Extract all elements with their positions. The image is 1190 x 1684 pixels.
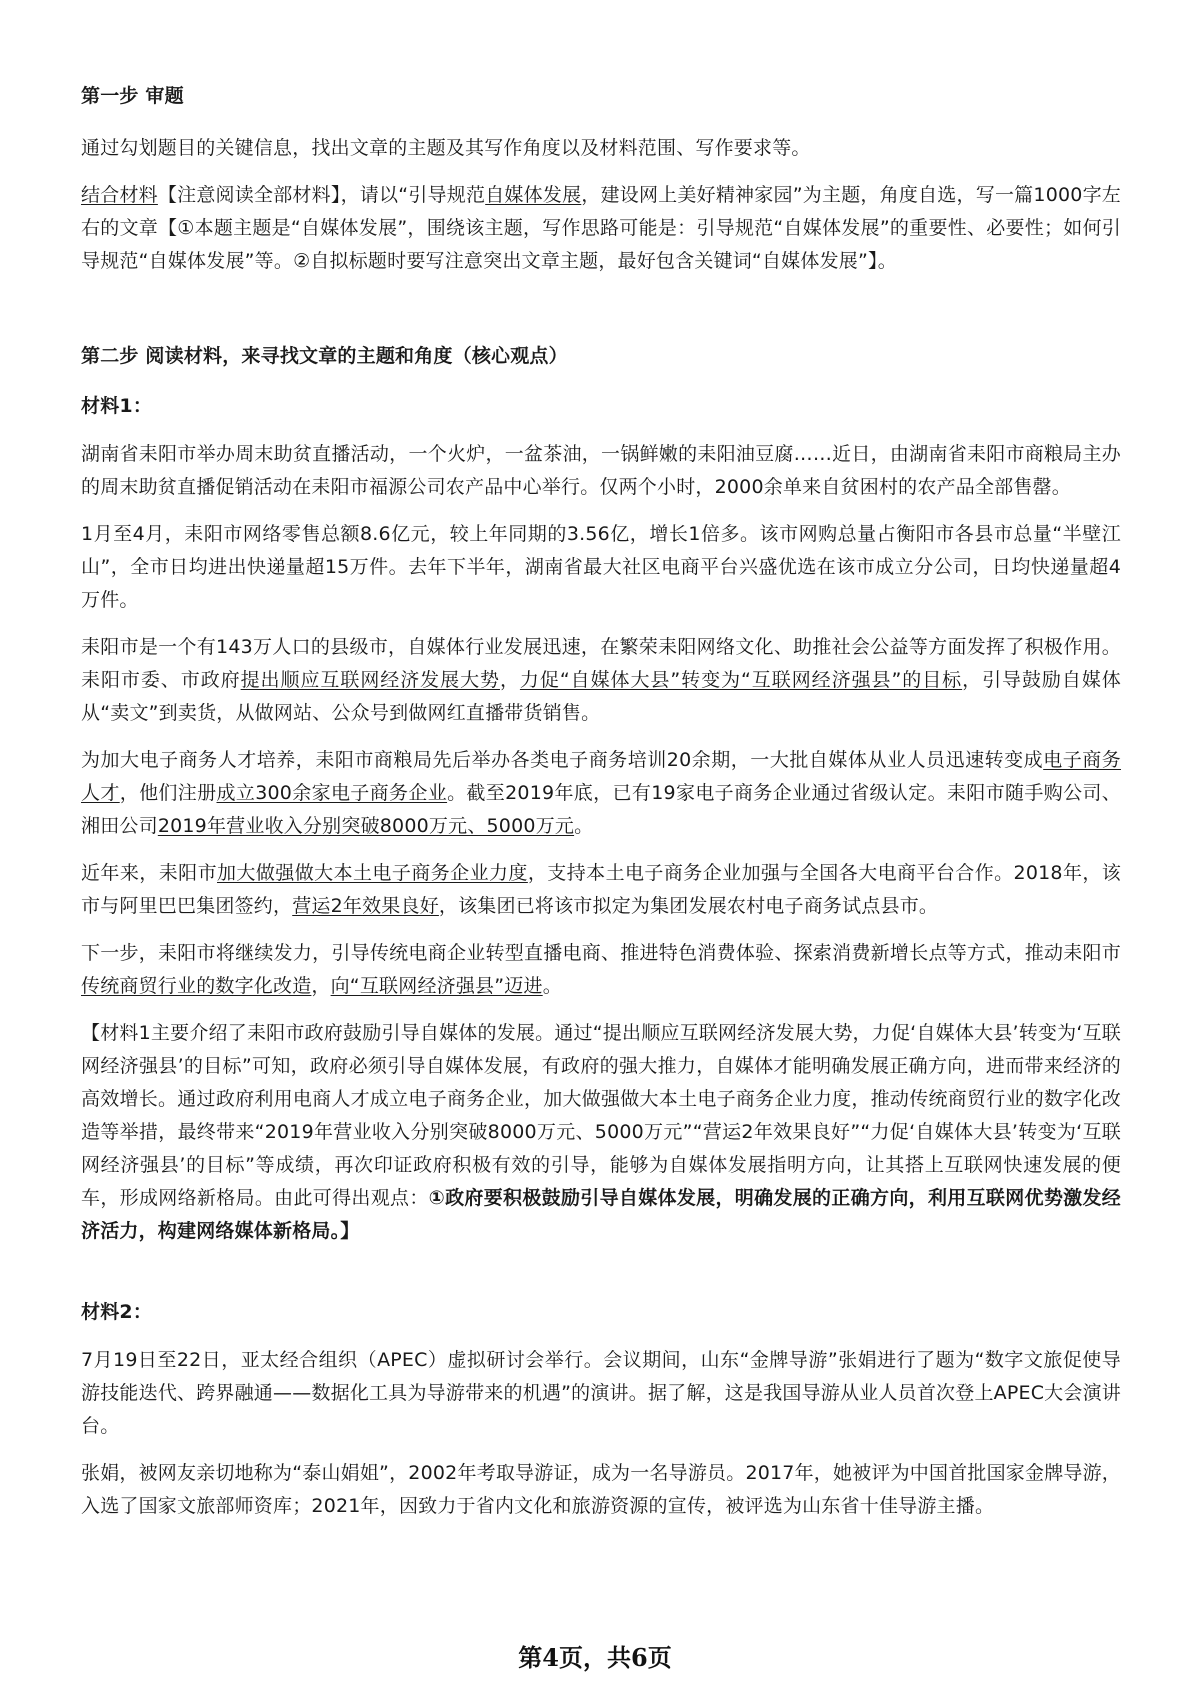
page-number: 第4页，共6页 [518, 1643, 672, 1672]
underline-text: 成立300余家电子商务企业 [216, 782, 448, 804]
text: ，他们注册 [119, 782, 217, 804]
text: 【注意阅读全部材料】，请以“引导规范 [157, 184, 486, 206]
text: 。截至2019年底，已有19家电子商务企业通过省级认定。耒阳市随手购公司、湘田公司 [81, 782, 1121, 837]
document-page [81, 82, 1121, 1523]
text: 为加大电子商务人才培养，耒阳市商粮局先后举办各类电子商务培训20余期，一大批自媒体从业人员迅速转变成 [81, 749, 1044, 771]
material1-paragraph [81, 744, 1121, 843]
underline-text: 向“互联网经济强县”迈进 [330, 975, 543, 997]
material1-label: 材料1： [81, 395, 153, 417]
text: 近年来，耒阳市 [81, 862, 217, 884]
material2-paragraph: 7月19日至22日，亚太经合组织（APEC）虚拟研讨会举行。会议期间，山东“金牌导游”张娟进行了题为“数字文旅促使导游技能迭代、跨界融通——数据化工具为导游带来的机遇”的演讲。据了解，这是我国导游从业人员首次登上APEC大会演讲台。 [81, 1349, 1121, 1437]
text: 。 [574, 815, 594, 837]
step1-heading: 第一步 审题 [81, 85, 184, 107]
underline-text: 营运2年效果良好 [292, 895, 439, 917]
underline-text: 力促“自媒体大县”转变为“互联网经济强县”的目标 [519, 669, 963, 691]
bold-conclusion: ①政府要积极鼓励引导自媒体发展，明确发展的正确方向，利用互联网优势激发经济活力，构建网络媒体新格局。】 [81, 1187, 1121, 1242]
text: ，该集团已将该市拟定为集团发展农村电子商务试点县市。 [438, 895, 939, 917]
underline-text: 传统商贸行业的数字化改造 [81, 975, 312, 997]
text: ，引导鼓励自媒体从“卖文”到卖货，从做网站、公众号到做网红直播带货销售。 [81, 669, 1121, 724]
underline-text: 加大做强做大本土电子商务企业力度 [217, 862, 528, 884]
underline-text: 电子商务人才 [81, 749, 1121, 804]
step2-heading: 第二步 阅读材料，来寻找文章的主题和角度（核心观点） [81, 345, 568, 367]
material1-paragraph: 1月至4月，耒阳市网络零售总额8.6亿元，较上年同期的3.56亿，增长1倍多。该市网购总量占衡阳市各县市总量“半壁江山”，全市日均进出快递量超15万件。去年下半年，湖南省最大社区电商平台兴盛优选在该市成立分公司，日均快递量超4万件。 [81, 523, 1121, 611]
material2-label: 材料2： [81, 1301, 153, 1323]
material1-summary [81, 1017, 1121, 1248]
text: 。 [542, 975, 562, 997]
underline-text: 2019年营业收入分别突破8000万元、5000万元 [157, 815, 575, 837]
text: ， [499, 669, 520, 691]
step1-intro: 通过勾划题目的关键信息，找出文章的主题及其写作角度以及材料范围、写作要求等。 [81, 137, 811, 159]
material1-paragraph: 湖南省耒阳市举办周末助贫直播活动，一个火炉，一盆茶油，一锅鲜嫩的耒阳油豆腐……近日，由湖南省耒阳市商粮局主办的周末助贫直播促销活动在耒阳市福源公司农产品中心举行。仅两个小时，2000余单来自贫困村的农产品全部售罄。 [81, 443, 1121, 498]
text: ，支持本土电子商务企业加强与全国各大电商平台合作。2018年，该市与阿里巴巴集团签约， [81, 862, 1121, 917]
step1-requirement [81, 179, 1121, 278]
material1-paragraph [81, 631, 1121, 730]
underline-text: 自媒体发展 [485, 184, 582, 206]
text: ，建设网上美好精神家园”为主题，角度自选，写一篇1000字左右的文章【①本题主题是“自媒体发展”，围绕该主题，写作思路可能是：引导规范“自媒体发展”的重要性、必要性；如何引导规范“自媒体发展”等。②自拟标题时要写注意突出文章主题，最好包含关键词“自媒体发展”】。 [81, 184, 1121, 272]
text: ， [311, 975, 331, 997]
underline-text: 结合材料 [81, 184, 158, 206]
text: 耒阳市是一个有143万人口的县级市，自媒体行业发展迅速，在繁荣耒阳网络文化、助推社会公益等方面发挥了积极作用。耒阳市委、市政府 [81, 636, 1121, 691]
text: 【材料1主要介绍了耒阳市政府鼓励引导自媒体的发展。通过“提出顺应互联网经济发展大势，力促‘自媒体大县’转变为‘互联网经济强县’的目标”可知，政府必须引导自媒体发展，有政府的强大推力，自媒体才能明确发展正确方向，进而带来经济的高效增长。通过政府利用电商人才成立电子商务企业，加大做强做大本土电子商务企业力度，推动传统商贸行业的数字化改造等举措，最终带来“2019年营业收入分别突破8000万元、5000万元”“营运2年效果良好”“力促‘自媒体大县’转变为‘互联网经济强县’的目标”等成绩，再次印证政府积极有效的引导，能够为自媒体发展指明方向，让其搭上互联网快速发展的便车，形成网络新格局。由此可得出观点： [81, 1022, 1121, 1209]
material1-paragraph [81, 937, 1121, 1003]
material2-paragraph: 张娟，被网友亲切地称为“泰山娟姐”，2002年考取导游证，成为一名导游员。2017年，她被评为中国首批国家金牌导游，入选了国家文旅部师资库；2021年，因致力于省内文化和旅游资源的宣传，被评选为山东省十佳导游主播。 [81, 1462, 1121, 1517]
underline-text: 提出顺应互联网经济发展大势 [240, 669, 500, 691]
material1-paragraph [81, 857, 1121, 923]
text: 下一步，耒阳市将继续发力，引导传统电商企业转型直播电商、推进特色消费体验、探索消费新增长点等方式，推动耒阳市 [81, 942, 1121, 964]
